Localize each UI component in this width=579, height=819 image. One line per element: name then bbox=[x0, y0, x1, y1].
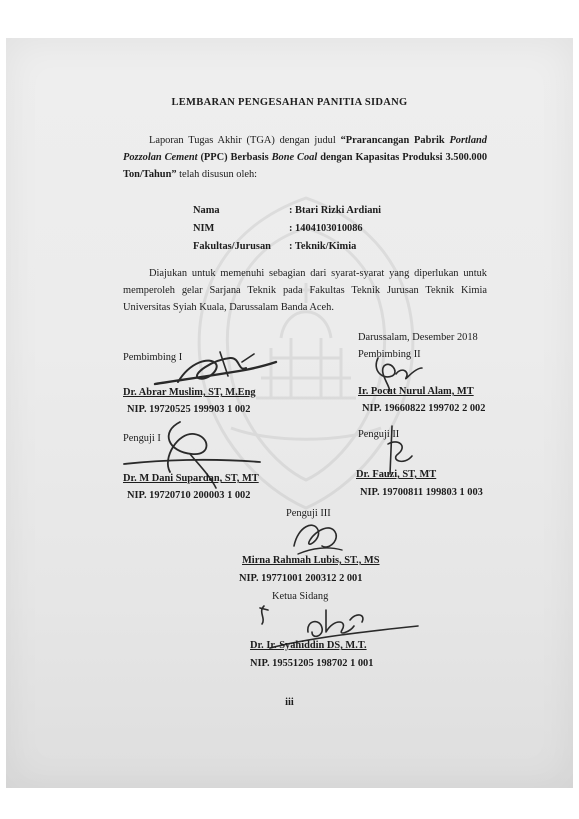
penguji1-nip: NIP. 19720710 200003 1 002 bbox=[127, 490, 251, 501]
pembimbing1-role: Pembimbing I bbox=[123, 352, 183, 363]
purpose-paragraph: Diajukan untuk memenuhi sebagian dari syarat-syarat yang diperlukan untuk memperoleh gelar Sarjana Teknik pada Fakultas Teknik Jurusan Teknik Kimia Universitas Syiah Kuala, Darussalam Banda Aceh. bbox=[123, 268, 487, 313]
student-faculty-value: : Teknik/Kimia bbox=[289, 241, 357, 252]
penguji1-role: Penguji I bbox=[123, 433, 161, 444]
pembimbing1-name: Dr. Abrar Muslim, ST, M.Eng bbox=[123, 387, 256, 398]
penguji1-name: Dr. M Dani Supardan, ST, MT bbox=[123, 473, 259, 484]
penguji2-name: Dr. Fauzi, ST, MT bbox=[356, 469, 437, 480]
intro-title-mid: (PPC) Berbasis bbox=[197, 152, 272, 163]
ketua-role: Ketua Sidang bbox=[272, 591, 329, 602]
pembimbing2-nip: NIP. 19660822 199702 2 002 bbox=[362, 403, 486, 414]
place-date: Darussalam, Desember 2018 bbox=[358, 332, 478, 343]
penguji3-nip: NIP. 19771001 200312 2 001 bbox=[239, 573, 363, 584]
ketua-name: Dr. Ir. Syahiddin DS, M.T. bbox=[250, 640, 367, 651]
student-faculty-key: Fakultas/Jurusan bbox=[193, 241, 271, 252]
intro-title-italic-1: Portland Pozzolan Cement bbox=[123, 135, 487, 163]
penguji2-nip: NIP. 19700811 199803 1 003 bbox=[360, 487, 483, 498]
pembimbing2-role: Pembimbing II bbox=[358, 349, 421, 360]
student-nim-value: : 1404103010086 bbox=[289, 223, 363, 234]
pembimbing1-nip: NIP. 19720525 199903 1 002 bbox=[127, 404, 251, 415]
pembimbing2-name: Ir. Pocut Nurul Alam, MT bbox=[358, 386, 474, 397]
penguji3-role: Penguji III bbox=[286, 508, 331, 519]
penguji3-name: Mirna Rahmah Lubis, ST., MS bbox=[242, 555, 380, 566]
student-name-key: Nama bbox=[193, 205, 220, 216]
ketua-nip: NIP. 19551205 198702 1 001 bbox=[250, 658, 374, 669]
student-nim-key: NIM bbox=[193, 223, 215, 234]
intro-title-open: “Prarancangan Pabrik bbox=[340, 135, 450, 146]
penguji3-signature bbox=[288, 516, 348, 560]
penguji2-role: Penguji II bbox=[358, 429, 400, 440]
intro-title-italic-2: Bone Coal bbox=[271, 152, 318, 163]
page-number: iii bbox=[285, 697, 294, 708]
page-title: LEMBARAN PENGESAHAN PANITIA SIDANG bbox=[171, 97, 408, 108]
intro-title-end: dengan Kapasitas Produksi 3.500.000 Ton/Tahun” bbox=[123, 152, 488, 180]
student-name-value: : Btari Rizki Ardiani bbox=[289, 205, 382, 216]
intro-lead: Laporan Tugas Akhir (TGA) dengan judul bbox=[149, 135, 341, 146]
intro-tail: telah disusun oleh: bbox=[176, 169, 258, 180]
intro-paragraph bbox=[123, 132, 487, 183]
